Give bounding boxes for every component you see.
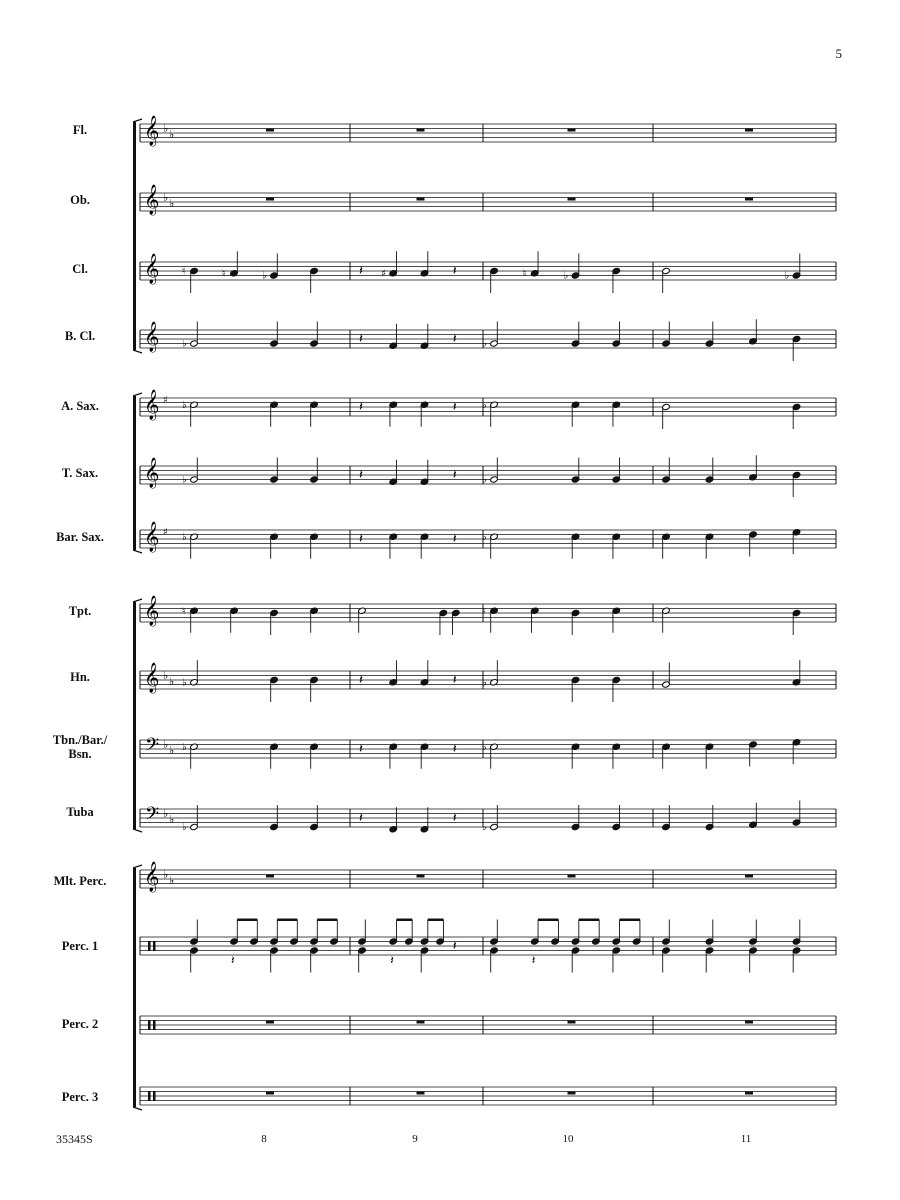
instrument-label-tenor-sax: T. Sax. — [61, 466, 99, 480]
treble-clef: 𝄞 — [144, 862, 160, 892]
bracket-hook — [133, 865, 142, 868]
quarter-rest: 𝄽 — [359, 332, 363, 347]
group-bracket — [133, 868, 136, 1107]
beam — [237, 919, 257, 922]
quarter-rest: 𝄽 — [452, 673, 457, 688]
treble-clef: 𝄞 — [144, 116, 160, 146]
flat-accidental: ♭ — [163, 738, 169, 751]
accidental: ♮ — [222, 268, 226, 280]
instrument-label-oboe: Ob. — [70, 193, 90, 207]
group-bracket — [133, 396, 136, 550]
flat-accidental: ♭ — [163, 122, 169, 135]
beam — [397, 919, 413, 922]
instrument-label-flute: Fl. — [72, 123, 88, 137]
quarter-rest: 𝄽 — [452, 332, 457, 347]
treble-clef: 𝄞 — [144, 458, 160, 488]
quarter-rest: 𝄽 — [359, 532, 363, 547]
accidental: ♯ — [381, 268, 387, 280]
bracket-hook — [133, 393, 142, 396]
treble-clef: 𝄞 — [144, 522, 160, 552]
flat-accidental: ♭ — [163, 191, 169, 204]
instrument-label-trombone: Tbn./Bar./ Bsn. — [52, 733, 108, 761]
whole-rest — [745, 1021, 753, 1024]
beam — [317, 919, 337, 922]
accidental: ♭ — [482, 822, 487, 833]
accidental: ♭ — [262, 270, 267, 282]
whole-rest — [266, 198, 274, 201]
percussion-clef — [148, 1020, 151, 1030]
measure-number-10: 10 — [562, 1133, 574, 1145]
quarter-rest: 𝄽 — [531, 953, 536, 967]
accidental: ♭ — [482, 741, 487, 753]
bracket-hook — [133, 829, 142, 832]
accidental: ♭ — [563, 270, 569, 282]
accidental: ♭ — [182, 822, 187, 833]
instrument-label-perc-3: Perc. 3 — [61, 1090, 99, 1104]
quarter-rest: 𝄽 — [359, 264, 363, 279]
quarter-rest: 𝄽 — [452, 939, 457, 954]
bass-clef: 𝄢 — [145, 735, 160, 760]
quarter-rest: 𝄽 — [390, 953, 394, 967]
instrument-label-clarinet: Cl. — [72, 262, 88, 276]
flat-accidental: ♭ — [169, 813, 175, 826]
sharp-accidental: ♯ — [163, 395, 168, 406]
accidental: ♭ — [182, 399, 187, 411]
whole-rest — [568, 875, 576, 878]
accidental: ♭ — [182, 474, 187, 486]
flat-accidental: ♭ — [169, 128, 175, 141]
whole-rest — [266, 1021, 274, 1024]
instrument-label-perc-2: Perc. 2 — [61, 1017, 99, 1031]
quarter-rest: 𝄽 — [452, 400, 457, 415]
flat-accidental: ♭ — [163, 868, 169, 881]
quarter-rest: 𝄽 — [452, 468, 457, 483]
flat-accidental: ♭ — [163, 807, 169, 820]
accidental: ♭ — [482, 338, 487, 350]
bracket-hook — [133, 1107, 142, 1110]
catalog-number: 35345S — [56, 1132, 93, 1146]
treble-clef: 𝄞 — [144, 185, 160, 215]
page-number: 5 — [835, 46, 842, 61]
bracket-hook — [133, 350, 142, 353]
treble-clef: 𝄞 — [144, 663, 160, 693]
whole-rest — [745, 198, 753, 201]
beam — [620, 919, 640, 922]
instrument-label-bari-sax: Bar. Sax. — [56, 530, 104, 544]
accidental: ♭ — [482, 677, 487, 689]
whole-rest — [417, 1092, 425, 1095]
quarter-rest: 𝄽 — [231, 953, 235, 967]
instrument-label-horn: Hn. — [70, 670, 90, 684]
quarter-rest: 𝄽 — [452, 811, 457, 826]
whole-rest — [417, 198, 425, 201]
whole-rest — [417, 1021, 425, 1024]
accidental: ♭ — [182, 677, 187, 689]
whole-rest — [568, 1092, 576, 1095]
accidental: ♮ — [482, 605, 486, 617]
quarter-rest: 𝄽 — [452, 742, 457, 757]
accidental: ♭ — [182, 338, 187, 350]
treble-clef: 𝄞 — [144, 254, 160, 284]
quarter-rest: 𝄽 — [359, 468, 363, 483]
whole-rest — [745, 875, 753, 878]
quarter-rest: 𝄽 — [359, 811, 363, 826]
accidental: ♭ — [482, 531, 487, 543]
whole-rest — [417, 875, 425, 878]
sharp-accidental: ♯ — [163, 527, 168, 538]
quarter-rest: 𝄽 — [359, 673, 363, 688]
instrument-label-mallet-perc: Mlt. Perc. — [53, 874, 107, 888]
instrument-label-alto-sax: A. Sax. — [61, 399, 99, 413]
accidental: ♭ — [182, 741, 187, 753]
percussion-clef — [153, 1020, 156, 1030]
whole-rest — [266, 1092, 274, 1095]
whole-rest — [568, 198, 576, 201]
beam — [579, 919, 599, 922]
instrument-label-trumpet: Tpt. — [68, 604, 92, 618]
bracket-hook — [133, 599, 142, 602]
quarter-rest: 𝄽 — [359, 400, 363, 415]
accidental: ♮ — [522, 268, 527, 280]
accidental: ♭ — [482, 399, 487, 411]
whole-rest — [266, 129, 274, 132]
quarter-rest: 𝄽 — [359, 742, 363, 757]
flat-accidental: ♭ — [169, 744, 175, 757]
bracket-hook — [133, 550, 142, 553]
whole-rest — [568, 1021, 576, 1024]
accidental: ♮ — [182, 605, 186, 617]
instrument-label-tuba: Tuba — [66, 805, 94, 819]
treble-clef: 𝄞 — [144, 322, 160, 352]
whole-rest — [417, 129, 425, 132]
beam — [428, 919, 444, 922]
flat-accidental: ♭ — [169, 675, 175, 688]
quarter-rest: 𝄽 — [452, 532, 457, 547]
flat-accidental: ♭ — [169, 874, 175, 887]
treble-clef: 𝄞 — [144, 390, 160, 420]
group-bracket — [133, 122, 136, 350]
flat-accidental: ♭ — [163, 669, 169, 682]
measure-number-9: 9 — [412, 1133, 418, 1145]
instrument-label-perc-1: Perc. 1 — [61, 939, 99, 953]
percussion-clef — [148, 941, 151, 951]
measure-number-8: 8 — [261, 1133, 267, 1145]
accidental: ♭ — [482, 474, 487, 486]
percussion-clef — [153, 941, 156, 951]
percussion-clef — [153, 1091, 156, 1101]
percussion-clef — [148, 1091, 151, 1101]
beam — [277, 919, 297, 922]
flat-accidental: ♭ — [169, 197, 175, 210]
accidental: ♮ — [182, 266, 186, 277]
measure-number-11: 11 — [740, 1133, 752, 1145]
whole-rest — [745, 1092, 753, 1095]
accidental: ♭ — [182, 531, 187, 543]
quarter-rest: 𝄽 — [452, 264, 457, 279]
group-bracket — [133, 602, 136, 829]
whole-rest — [745, 129, 753, 132]
whole-rest — [568, 129, 576, 132]
beam — [538, 919, 558, 922]
whole-rest — [266, 875, 274, 878]
accidental: ♭ — [784, 270, 790, 282]
bass-clef: 𝄢 — [145, 804, 160, 829]
treble-clef: 𝄞 — [144, 596, 160, 626]
instrument-label-bass-clarinet: B. Cl. — [64, 329, 96, 343]
bracket-hook — [133, 119, 142, 122]
